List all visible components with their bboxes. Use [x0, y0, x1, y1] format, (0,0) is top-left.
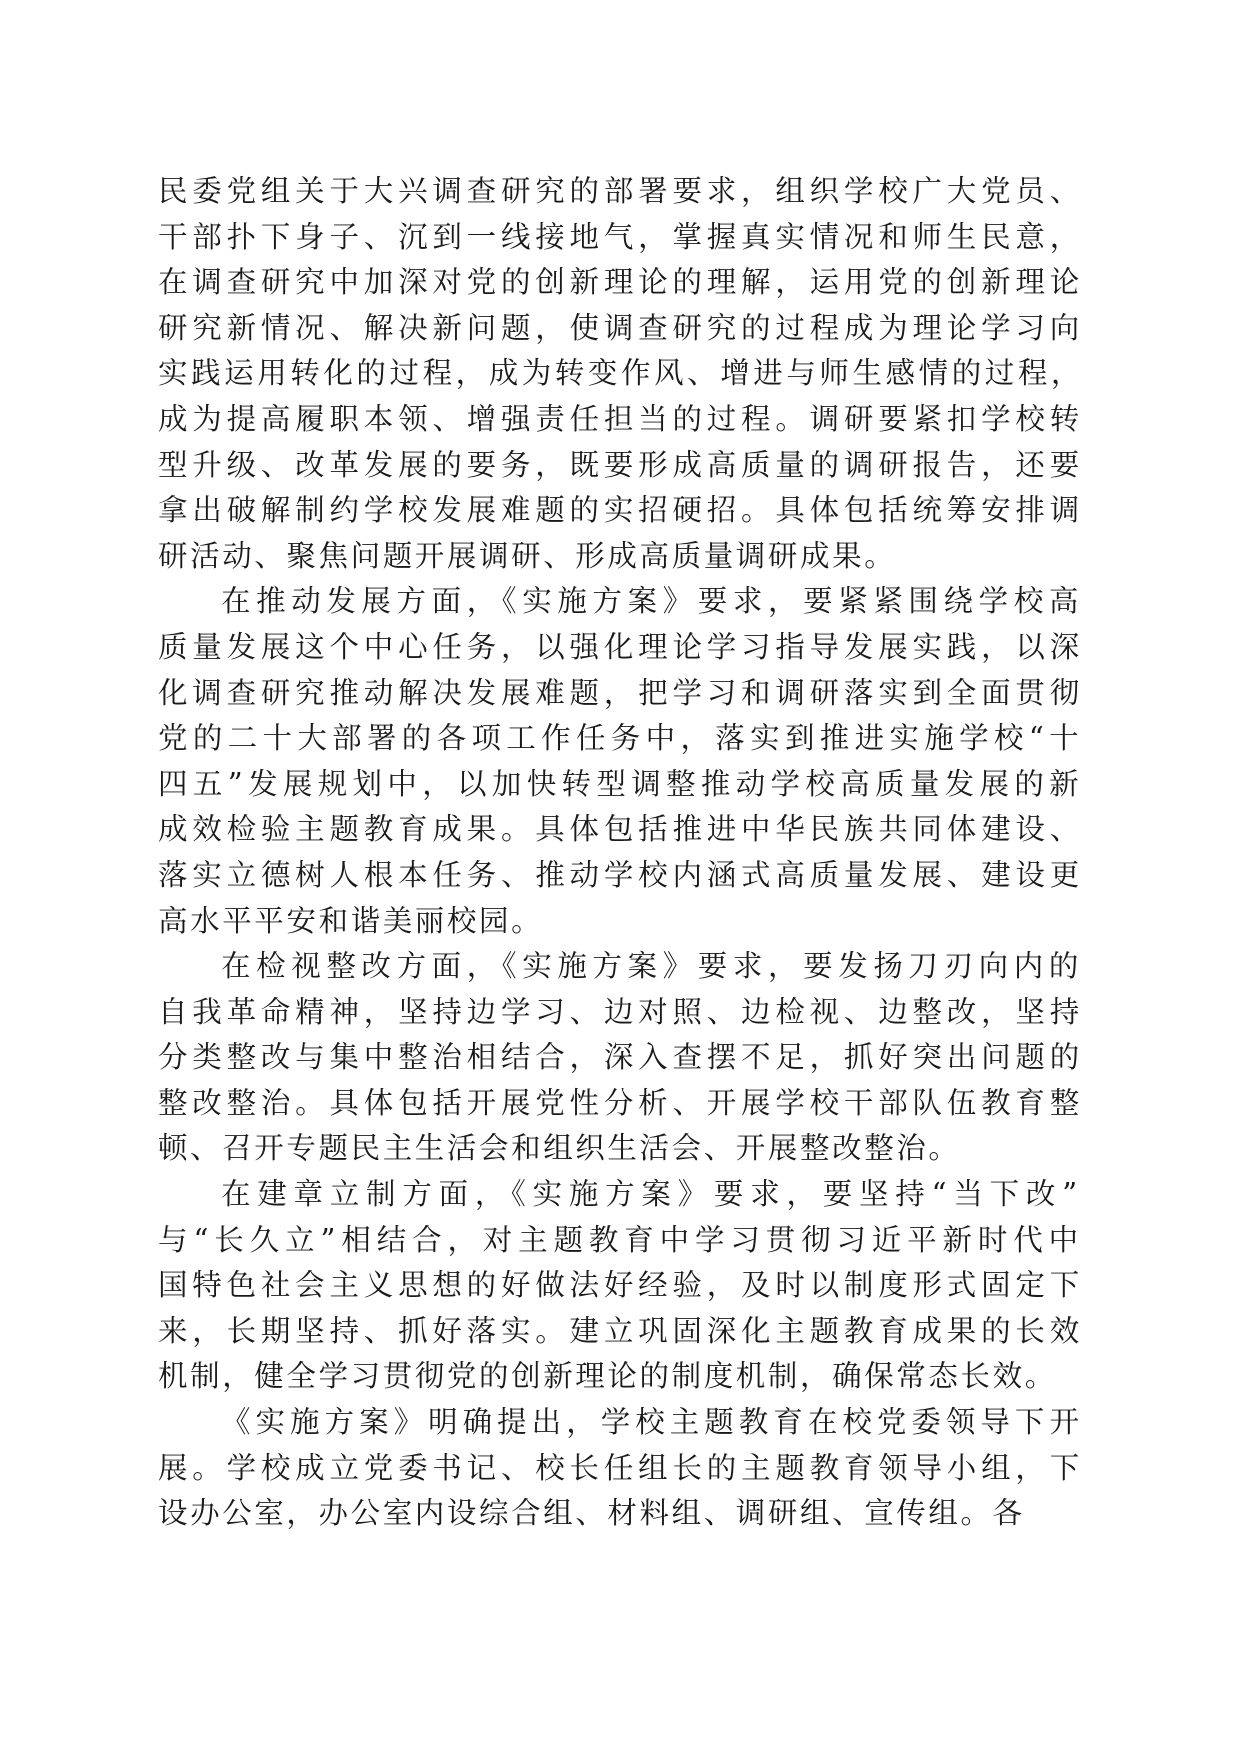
text-line: 自我革命精神，坚持边学习、边对照、边检视、边整改，坚持 [158, 994, 1084, 1029]
text-line: 落实立德树人根本任务、推动学校内涵式高质量发展、建设更 [158, 857, 1084, 892]
text-line: 型升级、改革发展的要务，既要形成高质量的调研报告，还要 [158, 447, 1084, 482]
text-line: 研究新情况、解决新问题，使调查研究的过程成为理论学习向 [158, 310, 1084, 345]
text-line: 分类整改与集中整治相结合，深入查摆不足，抓好突出问题的 [158, 1040, 1084, 1075]
text-line: 实践运用转化的过程，成为转变作风、增进与师生感情的过程， [158, 356, 1084, 391]
paragraph [158, 1172, 1084, 1400]
body-text [158, 169, 1084, 1537]
text-line: 干部扑下身子、沉到一线接地气，掌握真实情况和师生民意， [158, 219, 1084, 254]
text-line: 机制，健全学习贯彻党的创新理论的制度机制，确保常态长效。 [158, 1359, 1057, 1394]
paragraph [158, 169, 1084, 579]
text-line: 在推动发展方面，《实施方案》要求，要紧紧围绕学校高 [221, 584, 1084, 619]
paragraph [158, 579, 1084, 944]
paragraph [158, 1400, 1084, 1537]
text-line: 在检视整改方面，《实施方案》要求，要发扬刀刃向内的 [221, 949, 1084, 984]
paragraph [158, 944, 1084, 1172]
text-line: 四五”发展规划中，以加快转型调整推动学校高质量发展的新 [158, 766, 1084, 801]
text-line: 《实施方案》明确提出，学校主题教育在校党委领导下开 [221, 1405, 1084, 1440]
text-line: 来，长期坚持、抓好落实。建立巩固深化主题教育成果的长效 [158, 1313, 1084, 1348]
text-line: 设办公室，办公室内设综合组、材料组、调研组、宣传组。各 [158, 1496, 1025, 1531]
text-line: 党的二十大部署的各项工作任务中，落实到推进实施学校“十 [158, 721, 1084, 756]
text-line: 拿出破解制约学校发展难题的实招硬招。具体包括统筹安排调 [158, 493, 1084, 528]
text-line: 质量发展这个中心任务，以强化理论学习指导发展实践，以深 [158, 629, 1084, 664]
text-line: 成效检验主题教育成果。具体包括推进中华民族共同体建设、 [158, 812, 1084, 847]
text-line: 国特色社会主义思想的好做法好经验，及时以制度形式固定下 [158, 1268, 1084, 1303]
text-line: 与“长久立”相结合，对主题教育中学习贯彻习近平新时代中 [158, 1222, 1084, 1257]
text-line: 成为提高履职本领、增强责任担当的过程。调研要紧扣学校转 [158, 401, 1084, 436]
text-line: 整改整治。具体包括开展党性分析、开展学校干部队伍教育整 [158, 1085, 1084, 1120]
text-line: 民委党组关于大兴调查研究的部署要求，组织学校广大党员、 [158, 174, 1084, 208]
text-line: 研活动、聚焦问题开展调研、形成高质量调研成果。 [158, 538, 897, 573]
text-line: 展。学校成立党委书记、校长任组长的主题教育领导小组，下 [158, 1450, 1084, 1485]
text-line: 在建章立制方面，《实施方案》要求，要坚持“当下改” [221, 1177, 1084, 1212]
text-line: 化调查研究推动解决发展难题，把学习和调研落实到全面贯彻 [158, 675, 1084, 710]
text-line: 在调查研究中加深对党的创新理论的理解，运用党的创新理论 [158, 265, 1084, 300]
text-line: 顿、召开专题民主生活会和组织生活会、开展整改整治。 [158, 1131, 961, 1166]
text-line: 高水平平安和谐美丽校园。 [158, 903, 544, 938]
